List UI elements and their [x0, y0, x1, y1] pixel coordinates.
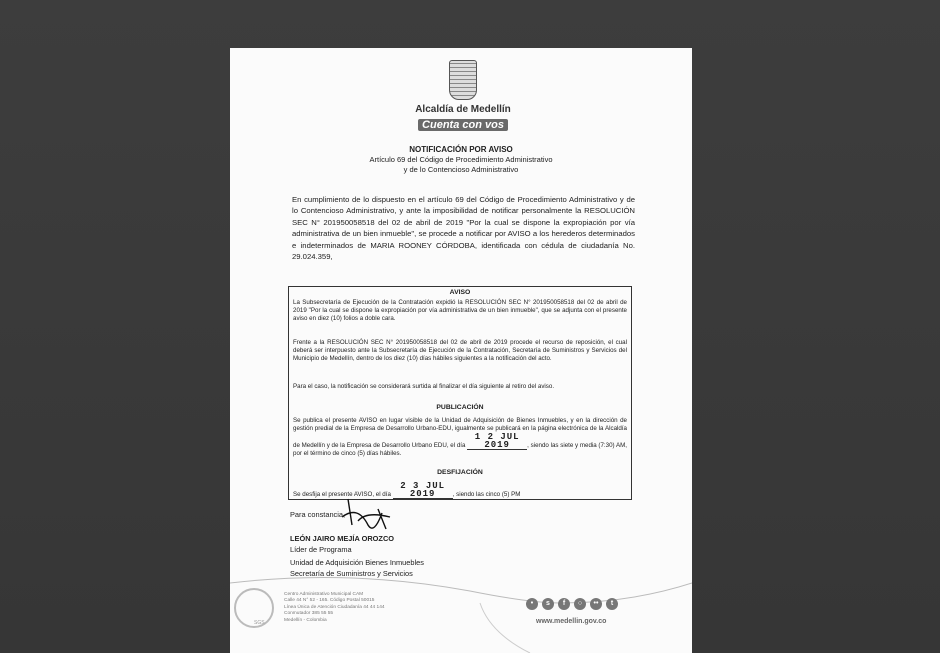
- aviso-box: [288, 286, 632, 500]
- signer-role: Líder de Programa: [290, 545, 352, 554]
- flickr-icon: ••: [590, 598, 602, 610]
- publicacion-title: PUBLICACIÓN: [436, 404, 484, 411]
- document-subtitle-2: y de lo Contencioso Administrativo: [403, 165, 519, 174]
- desfijacion-text-1: Se desfija el presente AVISO, el día: [293, 491, 391, 498]
- desfijacion-title: DESFIJACIÓN: [437, 469, 483, 476]
- desfijacion-date-stamp: 2 3 JUL 2019: [393, 482, 453, 499]
- publicacion-text-1: Se publica el presente AVISO en lugar visible de la Unidad de Adquisición de Bienes Inmuebles, y en la dirección de gestión predial de la Empresa de Desarrollo Urbano-EDU, igualmente se publicará en la página electrónica de la Alcaldía de Medellín y de la Empresa de Desarrollo Urbano EDU, el día: [293, 417, 627, 449]
- intro-paragraph: En cumplimiento de lo dispuesto en el artículo 69 del Código de Procedimiento Administrativo y de lo Contencioso Administrativo, y ante la imposibilidad de notificar personalmente la RESOLUCIÓN SEC N° 201950058518 del 02 de abril de 2019 "Por la cual se dispone la expropiación por vía administrativa de un bien inmueble", se procede a notificar por AVISO a los herederos determinados e indeterminados de MARIA ROONEY CÓRDOBA, identificada con cédula de ciudadanía No. 29.024.359,: [292, 195, 635, 262]
- aviso-paragraph-3: Para el caso, la notificación se considerará surtida al finalizar el día siguiente al retiro del aviso.: [293, 383, 555, 390]
- coat-of-arms-icon: [449, 60, 477, 100]
- desfijacion-text-2: , siendo las cinco (5) PM: [452, 491, 521, 498]
- logo-name: Alcaldía de Medellín: [415, 104, 511, 115]
- alcaldia-logo: [398, 60, 528, 133]
- aviso-paragraph-2: Frente a la RESOLUCIÓN SEC N° 201950058518 del 02 de abril de 2019 procede el recurso de reposición, el cual deberá ser interpuesto ante la Subsecretaría de Ejecución de la Contratación, Secretaría de Suministros y Servicios del Municipio de Medellín, dentro de los diez (10) días hábiles siguientes a la notificación del acto.: [293, 339, 627, 362]
- twitter-icon: t: [606, 598, 618, 610]
- footer-address-line-3: Línea Única de Atención Ciudadanía 44 44 144: [284, 604, 385, 610]
- website-url: www.medellin.gov.co: [536, 618, 607, 625]
- aviso-paragraph-1: La Subsecretaría de Ejecución de la Contratación expidió la RESOLUCIÓN SEC N° 201950058518 del 02 de abril de 2019 "Por la cual se dispone la expropiación por vía administrativa de un bien inmueble", que se adjunta con el presente aviso en diez (10) folios a doble cara.: [293, 299, 627, 322]
- publicacion-paragraph: [293, 417, 627, 458]
- footer-address: [284, 592, 385, 624]
- publication-date-stamp: 1 2 JUL 2019: [467, 433, 527, 450]
- footer-address-line-5: Medellín - Colombia: [284, 617, 327, 623]
- signer-department: Secretaría de Suministros y Servicios: [290, 569, 413, 578]
- social-icons: [526, 598, 618, 610]
- instagram-icon: ○: [574, 598, 586, 610]
- logo-slogan: Cuenta con vos: [418, 119, 508, 131]
- seal-label: SGS: [254, 620, 265, 626]
- document-subtitle-1: Artículo 69 del Código de Procedimiento Administrativo: [369, 155, 553, 164]
- publicacion-text-2: , siendo las siete y media (7:30) AM, por el término de cinco (5) días hábiles.: [293, 442, 627, 457]
- handwritten-signature: [338, 495, 398, 537]
- skype-icon: s: [542, 598, 554, 610]
- signer-unit: Unidad de Adquisición Bienes Inmuebles: [290, 558, 424, 567]
- facebook-icon: f: [558, 598, 570, 610]
- closing-text: Para constancia,: [290, 510, 346, 519]
- footer-address-line-1: Centro Administrativo Municipal CAM: [284, 592, 364, 597]
- footer-address-line-2: Calle 44 N° 52 - 165. Código Postal 50015: [284, 598, 375, 604]
- aviso-title: AVISO: [449, 289, 471, 296]
- document-title: NOTIFICACIÓN POR AVISO: [409, 145, 513, 154]
- footer-address-line-4: Conmutador 385 55 55: [284, 611, 334, 617]
- signer-name: LEÓN JAIRO MEJÍA OROZCO: [290, 534, 395, 543]
- rss-icon: •: [526, 598, 538, 610]
- document-page: [230, 48, 692, 653]
